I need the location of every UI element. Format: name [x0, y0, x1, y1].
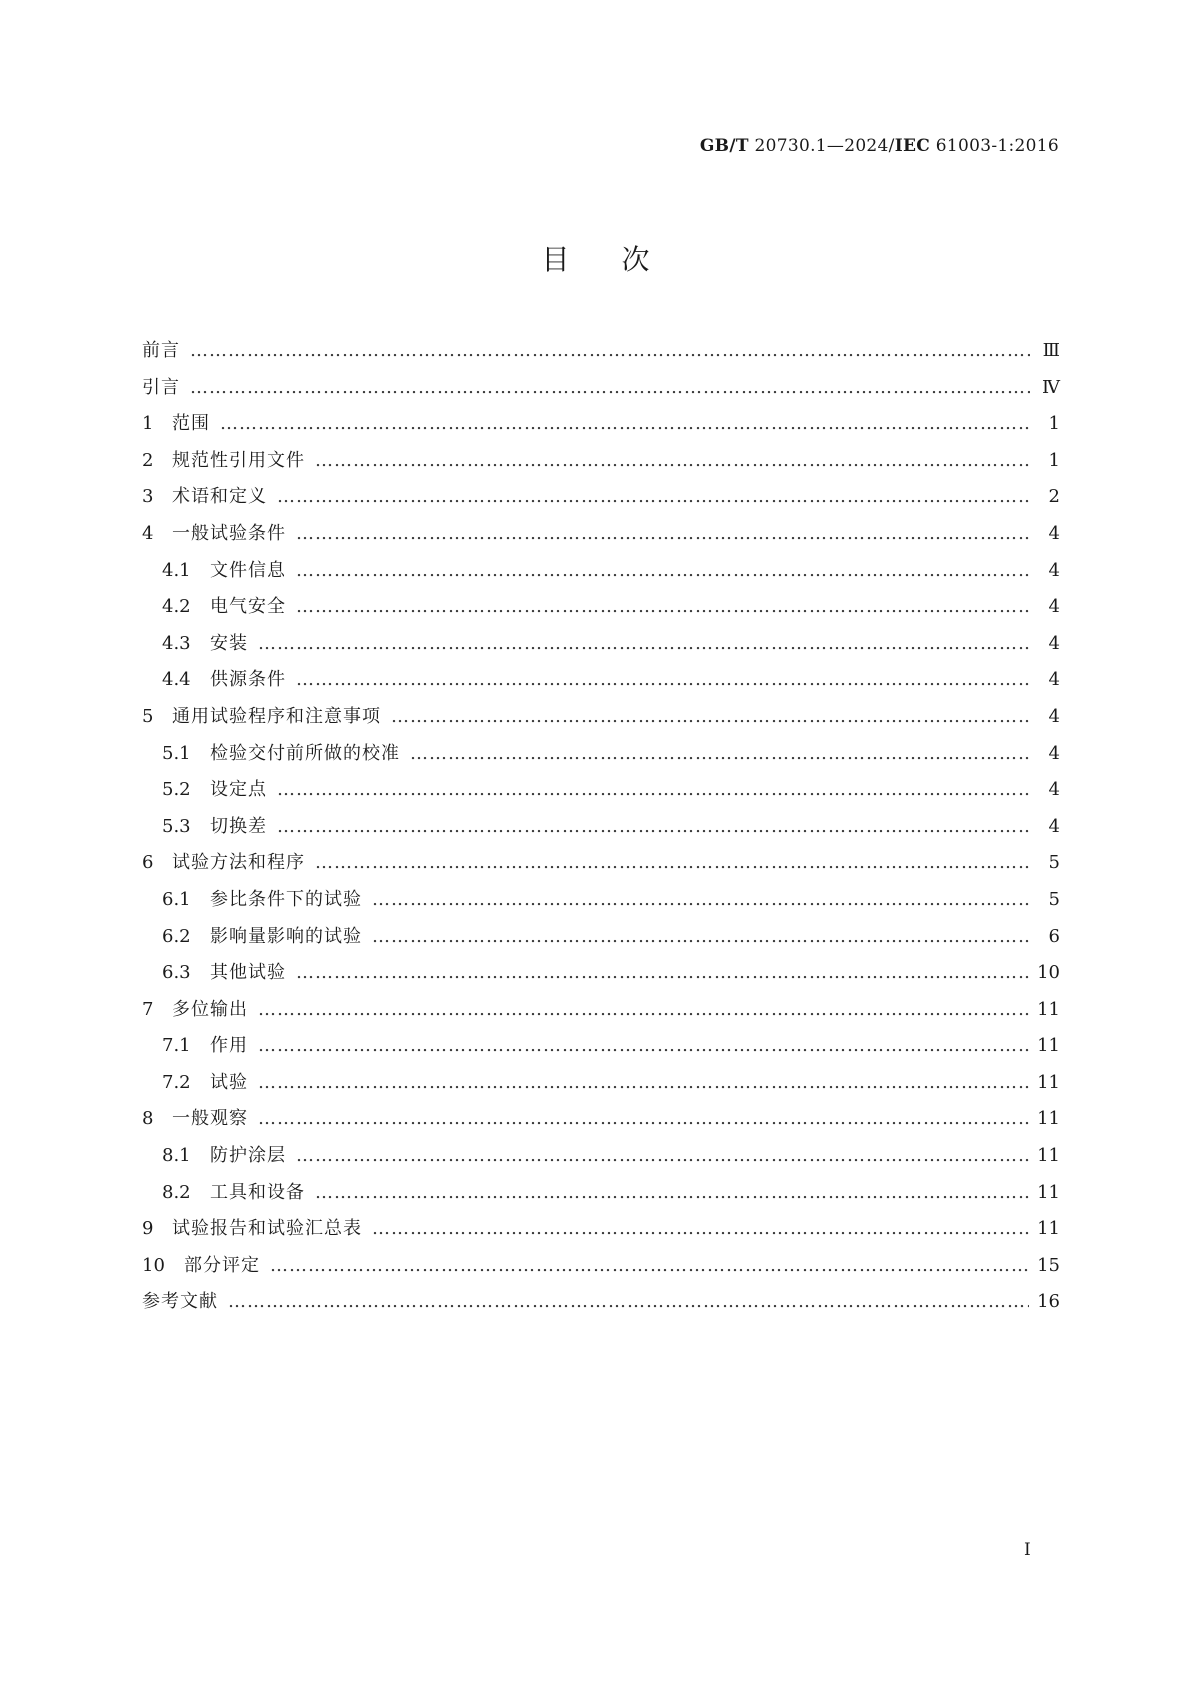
toc-leader-dots: [391, 706, 1030, 727]
toc-entry-page: 6: [1048, 925, 1060, 947]
toc-entry-label: 工具和设备: [210, 1181, 305, 1203]
toc-entry-number: 6.2: [162, 925, 191, 947]
toc-entry[interactable]: [142, 629, 1060, 666]
toc-entry-label: 试验报告和试验汇总表: [172, 1218, 362, 1240]
toc-leader-dots: [277, 486, 1030, 507]
toc-entry[interactable]: [142, 702, 1060, 739]
toc-entry-label: 术语和定义: [172, 486, 267, 508]
toc-entry-label: 切换差: [210, 815, 267, 837]
toc-entry[interactable]: [142, 482, 1060, 519]
toc-entry-number: 8: [142, 1108, 154, 1130]
toc-entry-label: 部分评定: [184, 1254, 260, 1276]
toc-entry[interactable]: [142, 1178, 1060, 1215]
toc-entry[interactable]: [142, 995, 1060, 1032]
toc-entry-page: 11: [1037, 1145, 1060, 1167]
page-number: I: [1024, 1540, 1031, 1560]
toc-leader-dots: [258, 1072, 1029, 1093]
toc-leader-dots: [372, 926, 1030, 947]
toc-entry-number: 4.3: [162, 632, 191, 654]
toc-entry-number: 8.2: [162, 1181, 191, 1203]
toc-entry-page: 1: [1048, 449, 1060, 471]
toc-leader-dots: [296, 523, 1030, 544]
toc-entry-label: 安装: [210, 632, 248, 654]
toc-leader-dots: [315, 852, 1030, 873]
toc-entry-label: 作用: [210, 1035, 248, 1057]
toc-entry-page: 11: [1037, 1035, 1060, 1057]
toc-leader-dots: [296, 1145, 1029, 1166]
toc-entry[interactable]: [142, 665, 1060, 702]
toc-entry-number: 1: [142, 413, 154, 435]
toc-entry-page: 2: [1048, 486, 1060, 508]
toc-leader-dots: [228, 1291, 1029, 1312]
toc-entry-label: 其他试验: [210, 962, 286, 984]
toc-entry-number: 9: [142, 1218, 154, 1240]
toc-leader-dots: [296, 560, 1030, 581]
toc-entry[interactable]: [142, 1104, 1060, 1141]
toc-entry-number: 7.1: [162, 1035, 191, 1057]
document-header: [700, 136, 1059, 156]
toc-entry-label: 文件信息: [210, 559, 286, 581]
toc-leader-dots: [190, 340, 1030, 361]
toc-entry-page: 5: [1048, 888, 1060, 910]
toc-entry-number: 5.2: [162, 779, 191, 801]
toc-entry-label: 通用试验程序和注意事项: [172, 705, 381, 727]
toc-entry-page: 4: [1048, 742, 1060, 764]
toc-entry-page: 4: [1048, 596, 1060, 618]
toc-leader-dots: [372, 1218, 1029, 1239]
toc-entry-label: 参比条件下的试验: [210, 888, 362, 910]
toc-entry[interactable]: [142, 519, 1060, 556]
toc-entry-label: 引言: [142, 376, 180, 398]
toc-entry-page: 4: [1048, 559, 1060, 581]
toc-entry-label: 供源条件: [210, 669, 286, 691]
toc-entry-number: 5.1: [162, 742, 191, 764]
toc-leader-dots: [296, 596, 1030, 617]
toc-entry[interactable]: [142, 1251, 1060, 1288]
toc-entry[interactable]: [142, 775, 1060, 812]
toc-entry-number: 5: [142, 705, 154, 727]
toc-entry-page: 5: [1048, 852, 1060, 874]
toc-entry-label: 设定点: [210, 779, 267, 801]
toc-leader-dots: [277, 816, 1030, 837]
toc-leader-dots: [277, 779, 1030, 800]
standard-id: GB/T: [699, 136, 749, 156]
toc-entry-page: 1: [1048, 413, 1060, 435]
toc-entry-label: 一般观察: [172, 1108, 248, 1130]
toc-entry[interactable]: [142, 409, 1060, 446]
toc-leader-dots: [258, 1108, 1029, 1129]
toc-entry-page: 11: [1037, 998, 1060, 1020]
toc-entry-number: 4.2: [162, 596, 191, 618]
toc-leader-dots: [258, 999, 1029, 1020]
toc-entry-page: 4: [1048, 669, 1060, 691]
toc-entry[interactable]: [142, 373, 1060, 410]
toc-entry-page: 16: [1037, 1291, 1060, 1313]
toc-entry-page: 11: [1037, 1181, 1060, 1203]
toc-entry-label: 影响量影响的试验: [210, 925, 362, 947]
toc-entry-page: Ⅲ: [1042, 340, 1060, 361]
toc-entry-label: 参考文献: [142, 1291, 218, 1313]
toc-entry-number: 6.1: [162, 888, 191, 910]
toc-entry-label: 试验: [210, 1071, 248, 1093]
toc-entry[interactable]: [142, 885, 1060, 922]
toc-leader-dots: [315, 450, 1030, 471]
iec-prefix: IEC: [894, 136, 931, 156]
toc-leader-dots: [258, 1035, 1029, 1056]
toc-entry-label: 多位输出: [172, 998, 248, 1020]
toc-leader-dots: [190, 377, 1030, 398]
toc-leader-dots: [410, 743, 1030, 764]
toc-entry-page: 4: [1048, 779, 1060, 801]
toc-entry-number: 8.1: [162, 1145, 191, 1167]
toc-entry-number: 4.1: [162, 559, 191, 581]
toc-entry-number: 4: [142, 522, 154, 544]
toc-entry-number: 4.4: [162, 669, 191, 691]
toc-leader-dots: [372, 889, 1030, 910]
toc-entry-label: 规范性引用文件: [172, 449, 305, 471]
standard-number: 20730.1—2024/: [754, 136, 895, 156]
toc-entry-label: 前言: [142, 340, 180, 361]
toc-entry-page: 11: [1037, 1108, 1060, 1130]
toc-entry-number: 7: [142, 998, 154, 1020]
toc-entry[interactable]: [142, 739, 1060, 776]
toc-entry[interactable]: [142, 1068, 1060, 1105]
toc-entry-page: Ⅳ: [1042, 376, 1060, 398]
toc-entry[interactable]: [142, 556, 1060, 593]
toc-entry-page: 4: [1048, 815, 1060, 837]
toc-entry-label: 范围: [172, 413, 210, 435]
toc-entry[interactable]: [142, 446, 1060, 483]
toc-entry-label: 电气安全: [210, 596, 286, 618]
toc-leader-dots: [270, 1255, 1029, 1276]
toc-entry[interactable]: [142, 812, 1060, 849]
toc-leader-dots: [296, 669, 1030, 690]
toc-entry-page: 4: [1048, 705, 1060, 727]
toc-entry-label: 一般试验条件: [172, 522, 286, 544]
page-title: 目次: [541, 243, 702, 276]
table-of-contents: [142, 336, 1060, 1324]
toc-entry-page: 4: [1048, 632, 1060, 654]
toc-entry-page: 11: [1037, 1071, 1060, 1093]
toc-entry-page: 4: [1048, 522, 1060, 544]
toc-entry-label: 检验交付前所做的校准: [210, 742, 400, 764]
toc-entry-number: 7.2: [162, 1071, 191, 1093]
toc-entry[interactable]: [142, 592, 1060, 629]
toc-entry-label: 防护涂层: [210, 1145, 286, 1167]
toc-entry[interactable]: [142, 848, 1060, 885]
toc-entry[interactable]: [142, 1214, 1060, 1251]
toc-entry-number: 5.3: [162, 815, 191, 837]
toc-entry[interactable]: [142, 336, 1060, 373]
toc-leader-dots: [220, 413, 1030, 434]
toc-entry[interactable]: [142, 1141, 1060, 1178]
toc-entry-number: 6: [142, 852, 154, 874]
toc-entry-page: 15: [1037, 1254, 1060, 1276]
toc-entry-page: 11: [1037, 1218, 1060, 1240]
toc-entry[interactable]: [142, 1287, 1060, 1324]
toc-entry-label: 试验方法和程序: [172, 852, 305, 874]
toc-entry[interactable]: [142, 958, 1060, 995]
iec-number: 61003-1:2016: [935, 136, 1059, 156]
toc-entry-number: 6.3: [162, 962, 191, 984]
toc-leader-dots: [258, 633, 1030, 654]
toc-entry-number: 3: [142, 486, 154, 508]
toc-entry-page: 10: [1037, 962, 1060, 984]
toc-entry[interactable]: [142, 1031, 1060, 1068]
toc-leader-dots: [315, 1182, 1029, 1203]
toc-entry[interactable]: [142, 922, 1060, 959]
toc-entry-number: 10: [142, 1254, 165, 1276]
toc-entry-number: 2: [142, 449, 154, 471]
toc-leader-dots: [296, 962, 1029, 983]
